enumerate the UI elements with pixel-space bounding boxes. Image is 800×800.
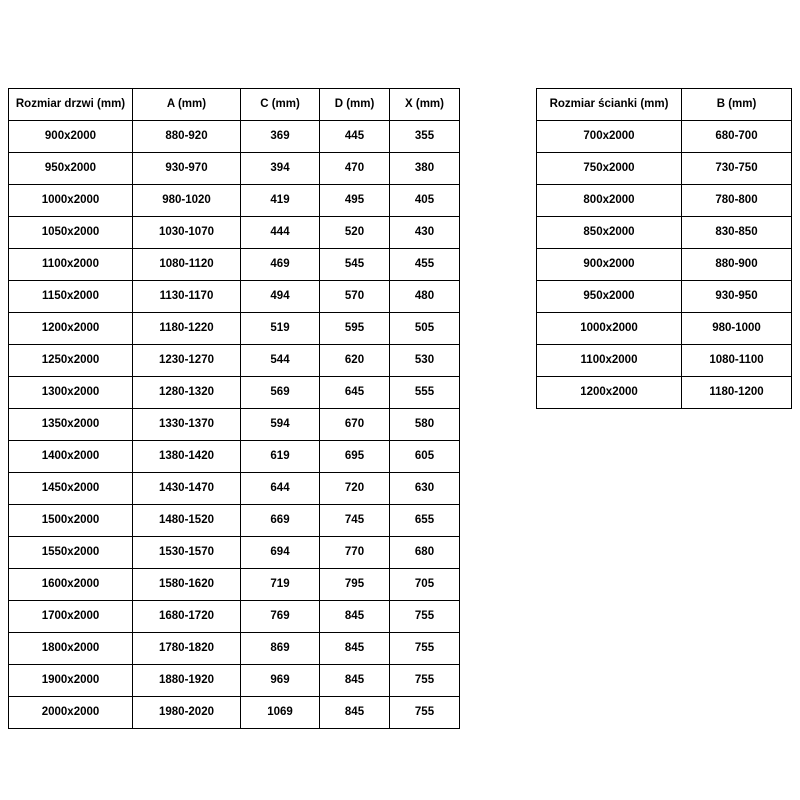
cell-x: 755 <box>390 665 460 697</box>
cell-c: 719 <box>241 569 320 601</box>
cell-b: 1180-1200 <box>682 377 792 409</box>
cell-c: 544 <box>241 345 320 377</box>
cell-d: 720 <box>320 473 390 505</box>
cell-a: 1130-1170 <box>133 281 241 313</box>
cell-x: 505 <box>390 313 460 345</box>
cell-c: 469 <box>241 249 320 281</box>
cell-d: 495 <box>320 185 390 217</box>
cell-door-size: 1400x2000 <box>9 441 133 473</box>
cell-d: 445 <box>320 121 390 153</box>
table-row <box>9 217 460 249</box>
table-row <box>9 665 460 697</box>
cell-b: 680-700 <box>682 121 792 153</box>
table-row <box>9 377 460 409</box>
cell-x: 705 <box>390 569 460 601</box>
cell-a: 1030-1070 <box>133 217 241 249</box>
cell-c: 369 <box>241 121 320 153</box>
cell-wall-size: 1100x2000 <box>537 345 682 377</box>
cell-door-size: 1250x2000 <box>9 345 133 377</box>
cell-wall-size: 950x2000 <box>537 281 682 313</box>
table-header-row <box>9 89 460 121</box>
cell-wall-size: 1000x2000 <box>537 313 682 345</box>
cell-b: 1080-1100 <box>682 345 792 377</box>
cell-door-size: 950x2000 <box>9 153 133 185</box>
cell-door-size: 900x2000 <box>9 121 133 153</box>
wall-size-table <box>536 88 792 409</box>
cell-d: 570 <box>320 281 390 313</box>
table-row <box>537 281 792 313</box>
column-header-x: X (mm) <box>390 89 460 121</box>
cell-door-size: 1100x2000 <box>9 249 133 281</box>
cell-door-size: 2000x2000 <box>9 697 133 729</box>
cell-d: 795 <box>320 569 390 601</box>
table-row <box>537 185 792 217</box>
cell-d: 645 <box>320 377 390 409</box>
cell-a: 1530-1570 <box>133 537 241 569</box>
cell-c: 769 <box>241 601 320 633</box>
cell-door-size: 1200x2000 <box>9 313 133 345</box>
table-row <box>9 409 460 441</box>
cell-d: 670 <box>320 409 390 441</box>
cell-a: 1780-1820 <box>133 633 241 665</box>
cell-door-size: 1050x2000 <box>9 217 133 249</box>
cell-wall-size: 800x2000 <box>537 185 682 217</box>
table-row <box>9 441 460 473</box>
cell-wall-size: 750x2000 <box>537 153 682 185</box>
cell-c: 619 <box>241 441 320 473</box>
cell-c: 394 <box>241 153 320 185</box>
column-header-door-size: Rozmiar drzwi (mm) <box>9 89 133 121</box>
cell-c: 419 <box>241 185 320 217</box>
cell-c: 519 <box>241 313 320 345</box>
cell-c: 569 <box>241 377 320 409</box>
cell-a: 1880-1920 <box>133 665 241 697</box>
cell-c: 444 <box>241 217 320 249</box>
cell-x: 480 <box>390 281 460 313</box>
cell-a: 1080-1120 <box>133 249 241 281</box>
table-row <box>9 473 460 505</box>
column-header-c: C (mm) <box>241 89 320 121</box>
cell-b: 930-950 <box>682 281 792 313</box>
cell-wall-size: 850x2000 <box>537 217 682 249</box>
table-row <box>9 569 460 601</box>
cell-door-size: 1550x2000 <box>9 537 133 569</box>
table-row <box>9 281 460 313</box>
cell-a: 1230-1270 <box>133 345 241 377</box>
cell-d: 770 <box>320 537 390 569</box>
table-header-row <box>537 89 792 121</box>
cell-d: 520 <box>320 217 390 249</box>
cell-c: 869 <box>241 633 320 665</box>
cell-c: 594 <box>241 409 320 441</box>
cell-x: 355 <box>390 121 460 153</box>
cell-door-size: 1000x2000 <box>9 185 133 217</box>
door-size-table <box>8 88 460 729</box>
table-row <box>9 633 460 665</box>
column-header-b: B (mm) <box>682 89 792 121</box>
cell-a: 1180-1220 <box>133 313 241 345</box>
cell-d: 695 <box>320 441 390 473</box>
cell-x: 680 <box>390 537 460 569</box>
cell-d: 470 <box>320 153 390 185</box>
cell-wall-size: 1200x2000 <box>537 377 682 409</box>
cell-x: 630 <box>390 473 460 505</box>
cell-d: 845 <box>320 665 390 697</box>
cell-c: 644 <box>241 473 320 505</box>
table-row <box>9 313 460 345</box>
table-row <box>9 601 460 633</box>
cell-x: 380 <box>390 153 460 185</box>
cell-a: 1430-1470 <box>133 473 241 505</box>
cell-c: 494 <box>241 281 320 313</box>
cell-x: 605 <box>390 441 460 473</box>
cell-b: 980-1000 <box>682 313 792 345</box>
cell-x: 430 <box>390 217 460 249</box>
cell-x: 755 <box>390 697 460 729</box>
cell-x: 755 <box>390 633 460 665</box>
cell-d: 620 <box>320 345 390 377</box>
cell-c: 669 <box>241 505 320 537</box>
cell-a: 930-970 <box>133 153 241 185</box>
table-row <box>537 153 792 185</box>
table-row <box>9 185 460 217</box>
cell-d: 845 <box>320 697 390 729</box>
cell-a: 1330-1370 <box>133 409 241 441</box>
column-header-a: A (mm) <box>133 89 241 121</box>
cell-x: 530 <box>390 345 460 377</box>
cell-wall-size: 700x2000 <box>537 121 682 153</box>
table-row <box>9 537 460 569</box>
cell-d: 745 <box>320 505 390 537</box>
cell-a: 980-1020 <box>133 185 241 217</box>
cell-x: 405 <box>390 185 460 217</box>
cell-door-size: 1800x2000 <box>9 633 133 665</box>
table-row <box>9 345 460 377</box>
cell-d: 595 <box>320 313 390 345</box>
cell-c: 694 <box>241 537 320 569</box>
cell-a: 1280-1320 <box>133 377 241 409</box>
cell-d: 845 <box>320 601 390 633</box>
table-row <box>537 313 792 345</box>
table-row <box>537 377 792 409</box>
cell-a: 1380-1420 <box>133 441 241 473</box>
cell-door-size: 1300x2000 <box>9 377 133 409</box>
cell-door-size: 1700x2000 <box>9 601 133 633</box>
table-row <box>9 121 460 153</box>
cell-x: 755 <box>390 601 460 633</box>
table-row <box>537 249 792 281</box>
cell-a: 880-920 <box>133 121 241 153</box>
table-row <box>537 345 792 377</box>
cell-wall-size: 900x2000 <box>537 249 682 281</box>
cell-c: 969 <box>241 665 320 697</box>
cell-c: 1069 <box>241 697 320 729</box>
cell-b: 730-750 <box>682 153 792 185</box>
cell-b: 830-850 <box>682 217 792 249</box>
cell-x: 455 <box>390 249 460 281</box>
column-header-d: D (mm) <box>320 89 390 121</box>
cell-a: 1580-1620 <box>133 569 241 601</box>
cell-a: 1980-2020 <box>133 697 241 729</box>
table-row <box>9 249 460 281</box>
cell-x: 655 <box>390 505 460 537</box>
cell-b: 780-800 <box>682 185 792 217</box>
cell-b: 880-900 <box>682 249 792 281</box>
cell-door-size: 1150x2000 <box>9 281 133 313</box>
table-row <box>9 697 460 729</box>
table-row <box>537 217 792 249</box>
cell-x: 555 <box>390 377 460 409</box>
cell-door-size: 1350x2000 <box>9 409 133 441</box>
cell-door-size: 1450x2000 <box>9 473 133 505</box>
cell-d: 845 <box>320 633 390 665</box>
cell-d: 545 <box>320 249 390 281</box>
table-row <box>537 121 792 153</box>
cell-door-size: 1500x2000 <box>9 505 133 537</box>
cell-a: 1480-1520 <box>133 505 241 537</box>
cell-a: 1680-1720 <box>133 601 241 633</box>
cell-door-size: 1600x2000 <box>9 569 133 601</box>
table-row <box>9 153 460 185</box>
cell-door-size: 1900x2000 <box>9 665 133 697</box>
column-header-wall-size: Rozmiar ścianki (mm) <box>537 89 682 121</box>
table-row <box>9 505 460 537</box>
cell-x: 580 <box>390 409 460 441</box>
